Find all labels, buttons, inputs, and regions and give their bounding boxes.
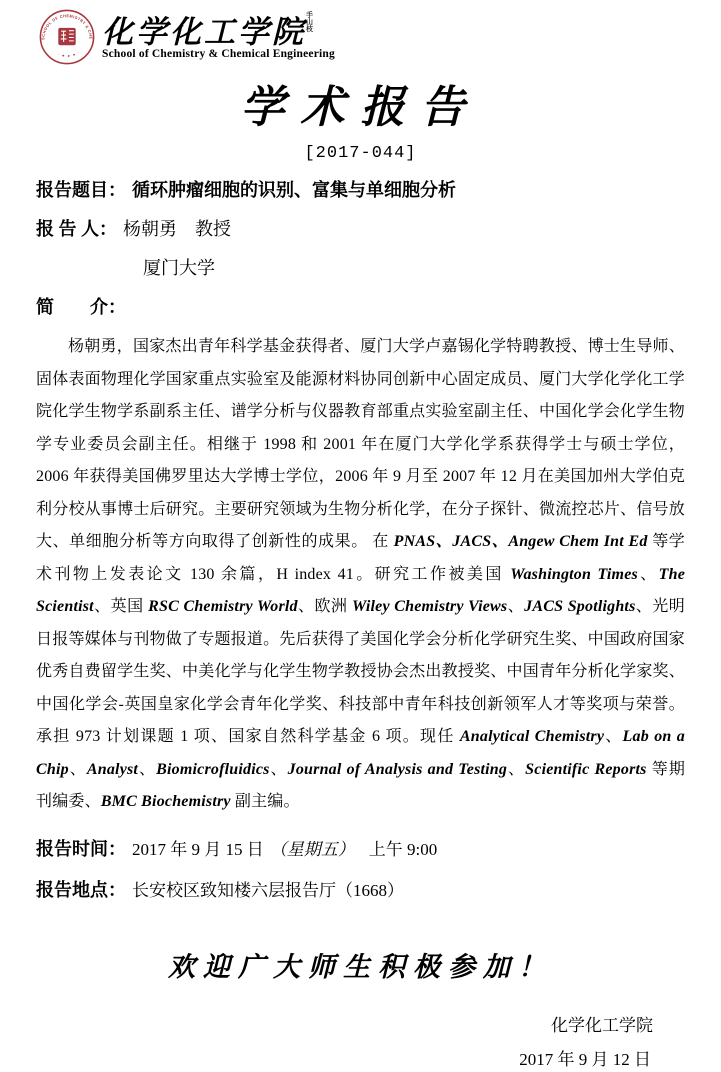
intro-label-row bbox=[36, 295, 685, 319]
time-clock: 上午 9:00 bbox=[368, 839, 438, 859]
signature-date: 2017 年 9 月 12 日 bbox=[519, 1049, 651, 1069]
bio-text: 、 bbox=[507, 760, 526, 778]
time-label: 报告时间： bbox=[36, 838, 126, 859]
journal-name: Biomicrofluidics bbox=[156, 760, 270, 778]
bio-text: 副主编。 bbox=[230, 793, 300, 810]
journal-name: Journal of Analysis and Testing bbox=[287, 760, 508, 778]
journal-name: Scientific Reports bbox=[525, 760, 647, 778]
journal-name: JACS Spotlights bbox=[524, 598, 636, 615]
topic-value: 循环肿瘤细胞的识别、富集与单细胞分析 bbox=[132, 180, 456, 200]
bio-text: 、 bbox=[507, 598, 525, 615]
bio-text: 杨朝勇，国家杰出青年科学基金获得者、厦门大学卢嘉锡化学特聘教授、博士生导师、固体表面物理化学国家重点实验室及能源材料协同创新中心固定成员、厦门大学化学化工学院化学生物学系副系主任、谱学分析与仪器教育部重点实验室副主任、中国化学会化学生物学专业委员会副主任。相继于 1998 和 2001 年在厦门大学化学系获得学士与硕士学位，2006 年获得美国佛罗里达大学博士学位，2006 年 9 月至 2007 年 12 月在美国加州大学伯克利分校从事博士后研究。主要研究领域为生物分析化学，在分子探针、微流控芯片、信号放大、单细胞分析等方向取得了创新性的成果。 在 bbox=[36, 338, 685, 550]
journal-name: Analyst bbox=[86, 760, 139, 778]
time-date: 2017 年 9 月 15 日 bbox=[132, 839, 264, 859]
speaker-affiliation: 厦门大学 bbox=[143, 258, 215, 278]
intro-label: 简 介： bbox=[36, 297, 126, 317]
wordmark bbox=[102, 8, 335, 60]
svg-text:SCHOOL OF CHEMISTRY & CHEMICAL: SCHOOL OF CHEMISTRY & CHE bbox=[41, 14, 93, 41]
org-name-en: School of Chemistry & Chemical Engineering bbox=[102, 48, 335, 61]
bio-text: 、 bbox=[604, 728, 623, 745]
journal-name: BMC Biochemistry bbox=[100, 793, 231, 810]
journal-name: Wiley Chemistry Views bbox=[352, 598, 508, 615]
place-label: 报告地点： bbox=[36, 879, 126, 900]
calligrapher-signature-mark: 手山枝 bbox=[306, 11, 313, 33]
bio-text: 等期刊编委、 bbox=[36, 760, 686, 810]
bio-text: 等学术刊物上发表论文 130 余篇，H index 41。研究工作被美国 bbox=[36, 533, 685, 583]
place-value: 长安校区致知楼六层报告厅（1668） bbox=[132, 880, 404, 900]
bio-paragraph bbox=[36, 331, 685, 819]
bio-text: 、 bbox=[138, 760, 157, 778]
speaker-row bbox=[36, 217, 685, 241]
org-name-cn: 化学化工学院手山枝 bbox=[102, 12, 335, 47]
school-seal-icon bbox=[38, 8, 96, 66]
welcome-line: 欢迎广大师生积极参加！ bbox=[168, 951, 553, 982]
time-weekday: （星期五） bbox=[269, 839, 355, 859]
signature-org: 化学化工学院 bbox=[551, 1015, 653, 1035]
report-fields bbox=[36, 178, 685, 319]
speaker-title: 教授 bbox=[195, 219, 231, 239]
topic-label: 报告题目： bbox=[36, 180, 126, 200]
journal-name: Washington Times bbox=[510, 565, 638, 583]
svg-text:· ✦ ✦ ✦ ·: · ✦ ✦ ✦ · bbox=[57, 49, 81, 59]
signature-block bbox=[36, 1014, 685, 1072]
bio-text: 、 bbox=[637, 565, 659, 583]
report-number: [2017-044] bbox=[304, 144, 417, 163]
bio-text: 、英国 bbox=[93, 598, 149, 615]
journal-name: PNAS、JACS、Angew Chem Int Ed bbox=[393, 533, 648, 550]
journal-name: RSC Chemistry World bbox=[148, 598, 298, 615]
journal-name: Lab on a Chip bbox=[36, 728, 685, 778]
header bbox=[36, 8, 685, 70]
speaker-label: 报 告 人： bbox=[36, 219, 117, 239]
journal-name: The Scientist bbox=[36, 565, 686, 615]
journal-name: Analytical Chemistry bbox=[459, 728, 605, 745]
page-title: 学术报告 bbox=[240, 83, 481, 132]
speaker-name: 杨朝勇 bbox=[123, 219, 177, 239]
bio-text: 、欧洲 bbox=[297, 598, 353, 615]
bio-text: 、 bbox=[269, 760, 288, 778]
place-row bbox=[36, 878, 685, 903]
bio-text: 、 bbox=[68, 760, 87, 778]
bio-text: 、光明日报等媒体与刊物做了专题报道。先后获得了美国化学会分析化学研究生奖、中国政府国家优秀自费留学生奖、中美化学与化学生物学教授协会杰出教授奖、中国青年分析化学家奖、中国化学会-英国皇家化学会青年化学奖、科技部中青年科技创新领军人才等奖项与荣誉。承担 973 计划课题 1 项、国家自然科学基金 6 项。现任 bbox=[36, 598, 685, 745]
time-row bbox=[36, 837, 685, 862]
schedule bbox=[36, 837, 685, 903]
topic-row bbox=[36, 178, 685, 202]
